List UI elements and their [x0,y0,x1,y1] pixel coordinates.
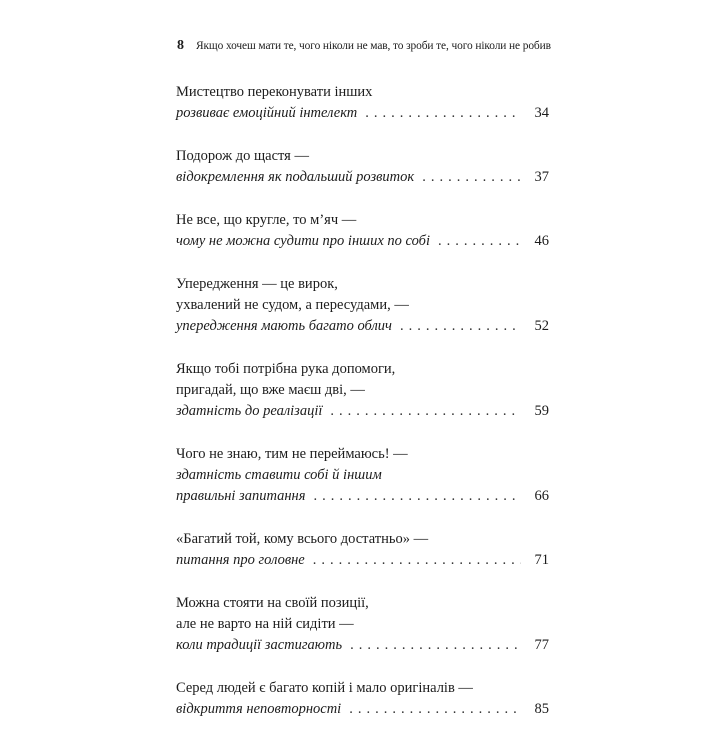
toc-page-number: 37 [534,169,549,185]
toc-page-number: 52 [534,318,549,334]
toc-entry [176,146,549,188]
toc-page-number: 59 [534,403,549,419]
toc-entry-subtitle-row [176,231,549,252]
dot-leader [314,486,522,507]
toc-entry-title-line: Упередження — це вирок, [176,276,338,292]
toc-entry-subtitle-row [176,103,549,124]
toc-entry-subtitle-row [176,635,549,656]
toc-page-number: 46 [534,233,549,249]
toc-entry-subtitle: правильні запитання [176,488,306,504]
dot-leader [349,699,521,720]
toc-entry [176,678,549,720]
running-header [177,38,562,54]
toc-entry-subtitle-row [176,486,549,507]
toc-entry-subtitle-row [176,401,549,422]
toc-entry-title-line: здатність ставити собі й іншим [176,467,382,483]
toc-entry [176,359,549,422]
toc-entry-title-line: Якщо тобі потрібна рука допомоги, [176,361,396,377]
toc-entry-subtitle: відокремлення як подальший розвиток [176,169,415,185]
toc-entry-subtitle: коли традиції застигають [176,637,343,653]
page-number: 8 [177,38,184,53]
toc-entry [176,82,549,124]
toc-entry-title-line: Чого не знаю, тим не переймаюсь! — [176,446,408,462]
toc-entry [176,274,549,337]
toc-entry-subtitle: упередження мають багато облич [176,318,392,334]
dot-leader [350,635,521,656]
dot-leader [313,550,521,571]
toc-entry [176,593,549,656]
toc-entry [176,210,549,252]
table-of-contents [176,82,549,742]
toc-entry-title-line: Можна стояти на своїй позиції, [176,595,369,611]
toc-entry-subtitle: розвиває емоційний інтелект [176,105,358,121]
dot-leader [438,231,521,252]
toc-entry-title-line: Не все, що кругле, то м’яч — [176,212,357,228]
toc-entry-subtitle: здатність до реалізації [176,403,323,419]
toc-entry-title-line: «Багатий той, кому всього достатньо» — [176,531,429,547]
toc-entry [176,444,549,507]
toc-entry [176,529,549,571]
toc-page-number: 85 [534,701,549,717]
toc-entry-subtitle: відкриття неповторності [176,701,342,717]
toc-page-number: 77 [534,637,549,653]
toc-page-number: 71 [534,552,549,568]
dot-leader [365,103,521,124]
toc-entry-subtitle: питання про головне [176,552,305,568]
toc-entry-title-line: Мистецтво переконувати інших [176,84,373,100]
toc-entry-title-line: але не варто на ній сидіти — [176,616,354,632]
toc-entry-subtitle-row [176,167,549,188]
toc-page-number: 66 [534,488,549,504]
toc-entry-title-line: ухвалений не судом, а пересудами, — [176,297,409,313]
toc-entry-subtitle-row [176,699,549,720]
toc-entry-title-line: Подорож до щастя — [176,148,309,164]
toc-entry-title-line: Серед людей є багато копій і мало оригіналів — [176,680,473,696]
toc-entry-subtitle-row [176,550,549,571]
toc-entry-subtitle-row [176,316,549,337]
dot-leader [330,401,521,422]
dot-leader [400,316,521,337]
dot-leader [422,167,521,188]
toc-entry-subtitle: чому не можна судити про інших по собі [176,233,430,249]
running-title: Якщо хочеш мати те, чого ніколи не мав, то зроби те, чого ніколи не робив [196,40,551,52]
toc-page-number: 34 [534,105,549,121]
toc-entry-title-line: пригадай, що вже маєш дві, — [176,382,365,398]
